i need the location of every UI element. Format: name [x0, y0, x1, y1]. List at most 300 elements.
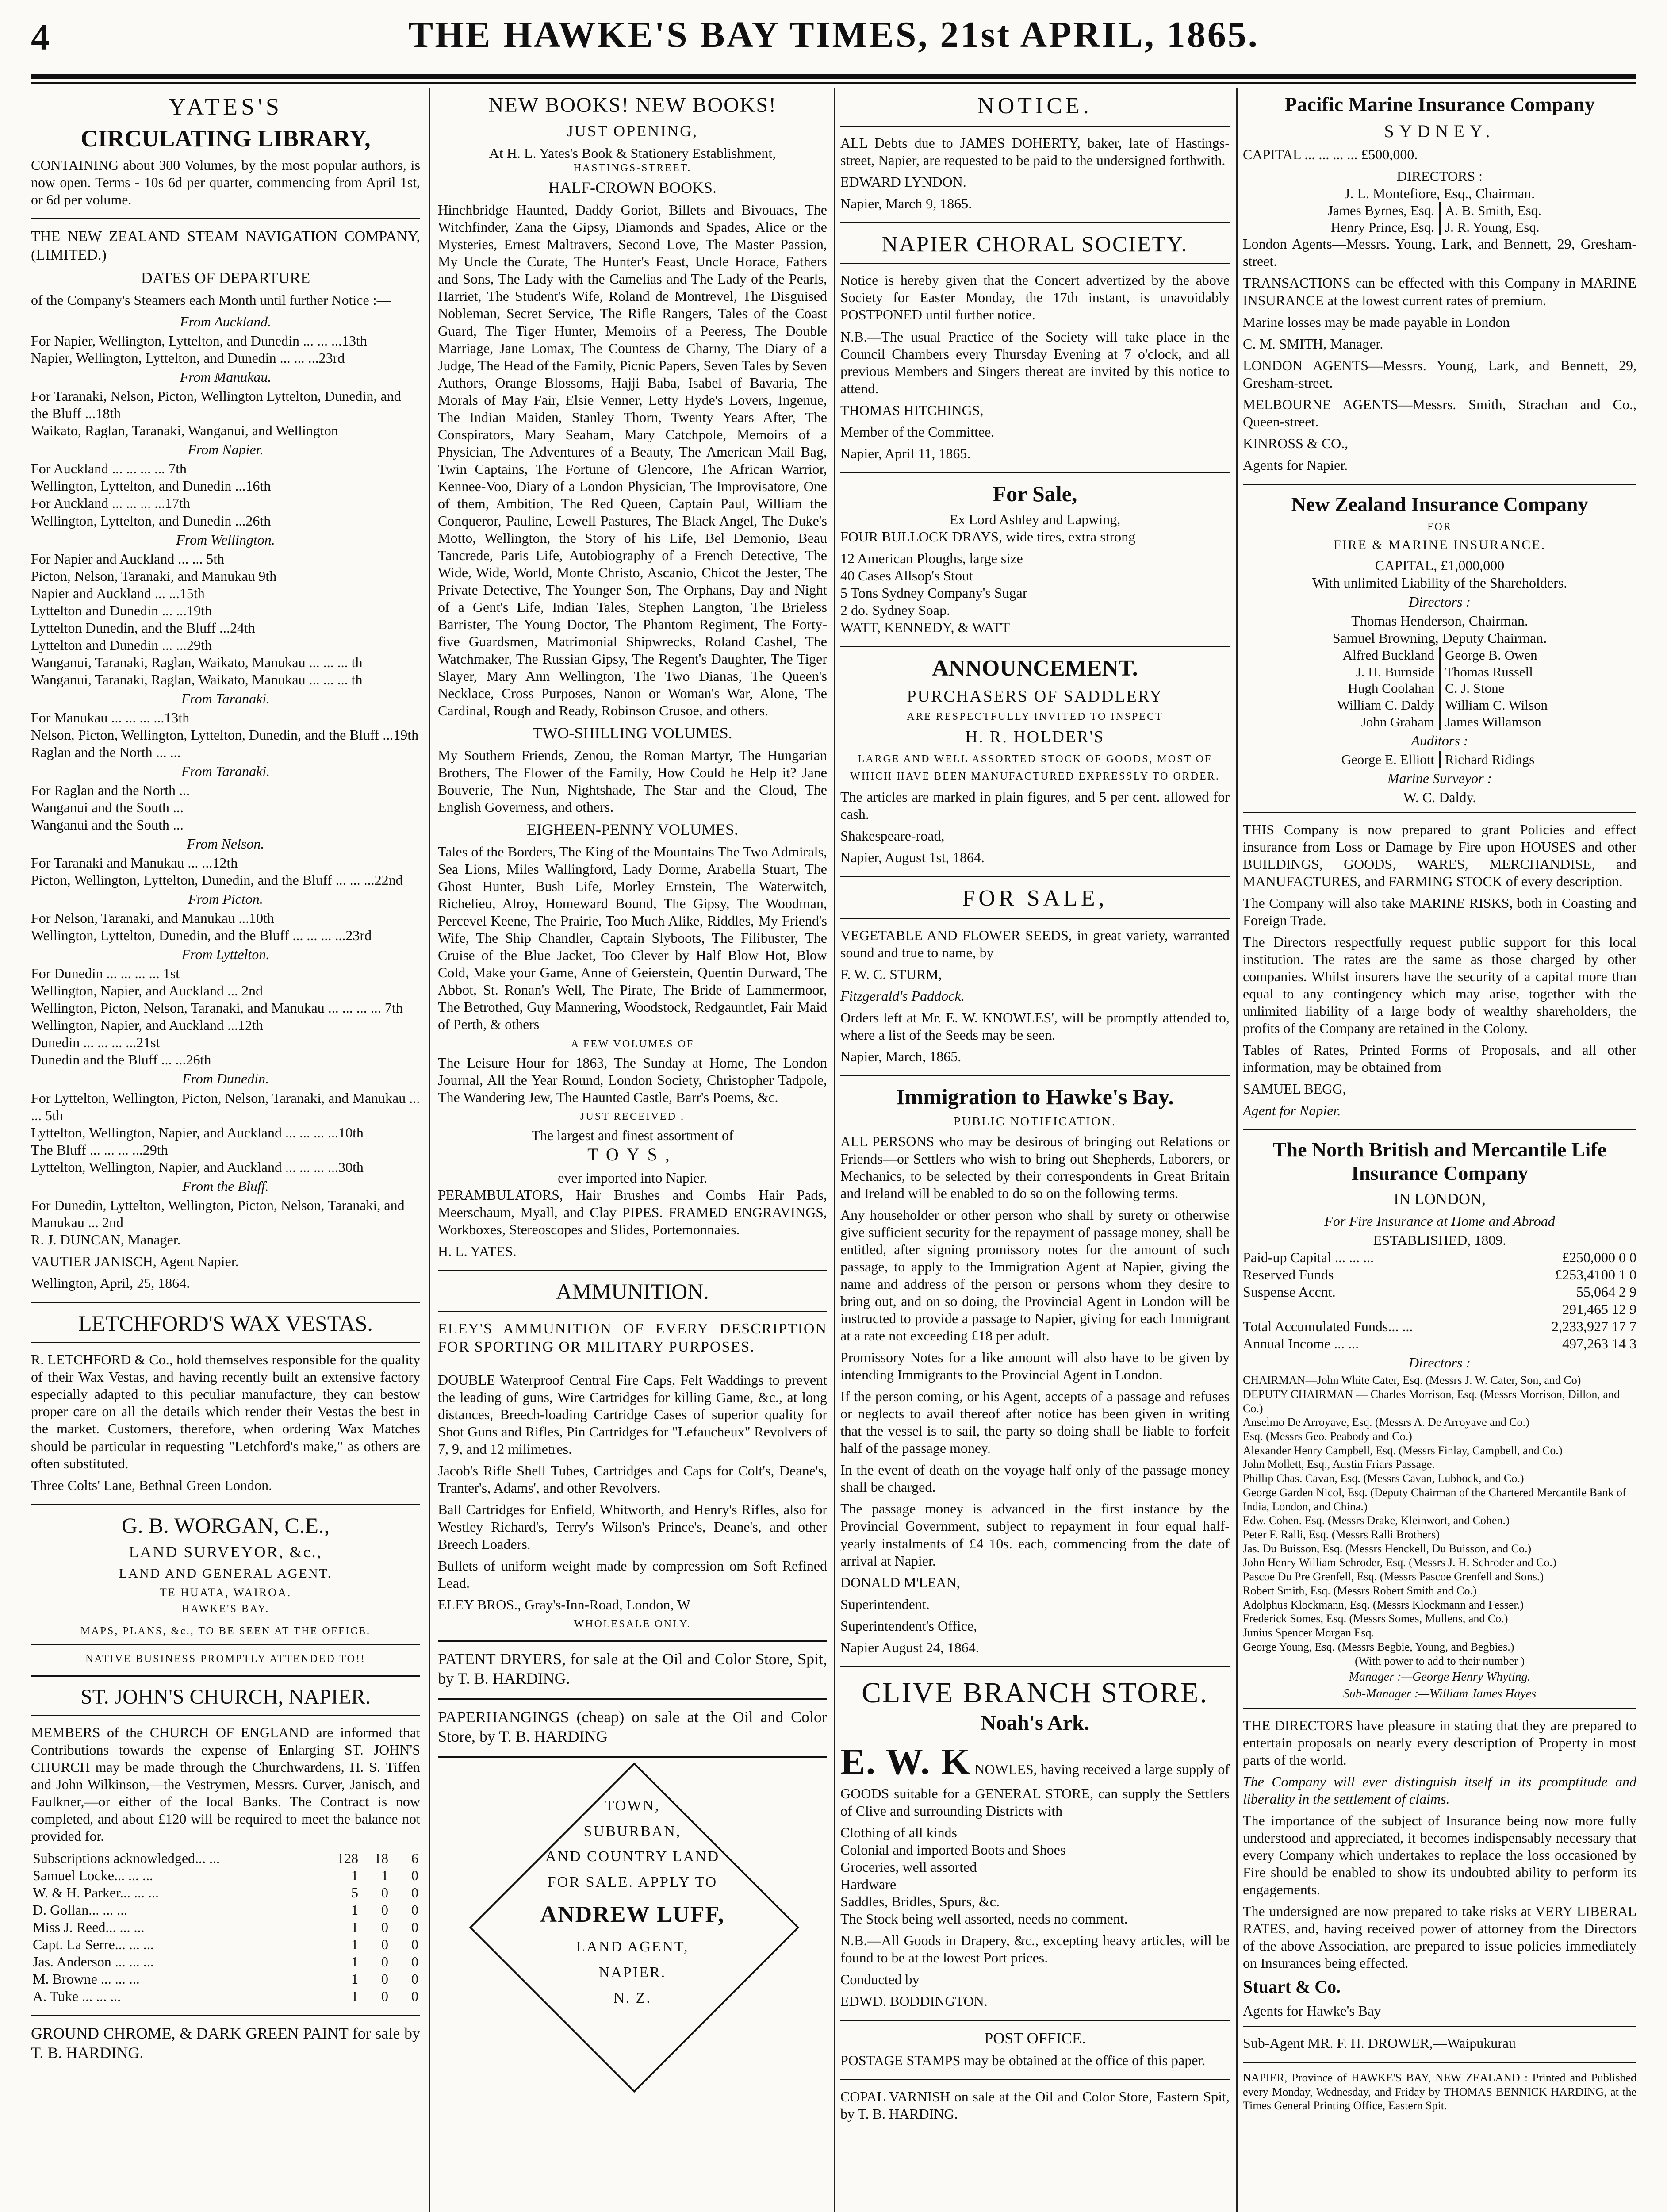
schedule-origin: From Taranaki. — [181, 763, 270, 779]
subscriber-name: Capt. La Serre... ... ... — [33, 1936, 154, 1952]
sub-agent: Sub-Agent MR. F. H. DROWER,—Waipukurau — [1243, 2035, 1516, 2051]
director: Phillip Chas. Cavan, Esq. (Messrs Cavan, Lubbock, and Co.) — [1243, 1472, 1524, 1485]
column-1 — [31, 93, 420, 2212]
table-row — [31, 1936, 420, 1953]
ad-sign: F. W. C. STURM, — [840, 966, 942, 982]
schedule-line: Wanganui and the South ... — [31, 817, 184, 833]
ad-line: NAPIER. — [598, 1964, 667, 1981]
book-list: Tales of the Borders, The King of the Mountains The Two Admirals, Sea Lions, Miles Wallingford, Lady Dorme, Arabella Stuart, The Ghost Hunter, Bush Life, Morley Ernstein, The Waterwitch, Richelieu, Alroy, Homeward Bound, The Gipsy, The Woodman, Percevel Keene, The Prairie, Too Much Alike, Riddles, My Friend's Wife, The Ship Chandler, Captain Slyboots, The Filibuster, The Cruise of the Blue Jacket, Too Clever by Half Blow Hot, Blow Cold, Make your Game, Anne of Geierstein, Quentin Durward, The Abbot, St. Ronan's Well, The Pirate, The Bride of Lammermoor, The Betrothed, Guy Mannering, Woodstock, Redgauntlet, Fair Maid of Perth, & others — [438, 844, 827, 1033]
worgan-ad — [31, 1513, 420, 1666]
ad-body: ALL Debts due to JAMES DOHERTY, baker, late of Hastings-street, Napier, are requested to be paid to the undersigned forthwith. — [840, 134, 1230, 168]
funds-value: 291,465 12 9 — [1562, 1301, 1636, 1317]
ad-line: FOR — [1427, 521, 1452, 533]
ad-line: AND COUNTRY LAND — [545, 1848, 720, 1865]
amount-shillings: 0 — [381, 1919, 388, 1935]
ad-line: HASTINGS-STREET. — [573, 162, 692, 174]
ad-sign: WATT, KENNEDY, & WATT — [840, 619, 1010, 636]
funds-row — [1243, 1301, 1636, 1318]
ad-lead: FOUR BULLOCK DRAYS, wide tires, extra strong — [840, 529, 1136, 545]
schedule-line: The Bluff ... ... ... ...29th — [31, 1141, 168, 1158]
ad-line: SYDNEY. — [1384, 121, 1495, 141]
director: Esq. (Messrs Geo. Peabody and Co.) — [1243, 1430, 1412, 1443]
director: George Young, Esq. (Messrs Begbie, Young, and Begbies.) — [1243, 1640, 1514, 1653]
ground-chrome-ad — [31, 2024, 420, 2063]
deputy-chairman: Samuel Browning, Deputy Chairman. — [1332, 630, 1547, 646]
schedule-line: For Napier, Wellington, Lyttelton, and Dunedin ... ... ...13th — [31, 333, 367, 349]
ad-date: Napier August 24, 1864. — [840, 1639, 979, 1655]
ad-subheading: JUST OPENING, — [567, 122, 698, 140]
chairman: Thomas Henderson, Chairman. — [1351, 612, 1528, 629]
masthead — [31, 13, 1636, 71]
table-row — [31, 1867, 420, 1884]
schedule-line: Lyttelton Dunedin, and the Bluff ...24th — [31, 619, 255, 636]
list-item: 40 Cases Allsop's Stout — [840, 568, 973, 584]
schedule-origin: From Auckland. — [180, 314, 272, 330]
ad-lead: NOWLES, having received a large supply of GOODS suitable for a GENERAL STORE, can supply the Settlers of Clive and surrounding Districts with — [840, 1761, 1230, 1819]
ad-address: Three Colts' Lane, Bethnal Green London. — [31, 1477, 272, 1493]
amount-shillings: 0 — [381, 1953, 388, 1970]
surveyor: W. C. Daldy. — [1403, 789, 1476, 805]
ad-sign: Agent for Napier. — [1243, 1102, 1341, 1119]
funds-table — [1243, 1249, 1636, 1301]
director: John Graham — [1360, 714, 1434, 730]
subscriber-name: Miss J. Reed... ... ... — [33, 1919, 145, 1935]
ad-body: COPAL VARNISH on sale at the Oil and Color Store, Eastern Spit, by T. B. HARDING. — [840, 2089, 1230, 2122]
ad-heading: NEW BOOKS! NEW BOOKS! — [488, 93, 777, 117]
ad-line: MAPS, PLANS, &c., TO BE SEEN AT THE OFFICE. — [80, 1625, 371, 1637]
director: Alexander Henry Campbell, Esq. (Messrs Finlay, Campbell, and Co.) — [1243, 1444, 1563, 1457]
director: Robert Smith, Esq. (Messrs Robert Smith and Co.) — [1243, 1584, 1477, 1597]
schedule-line: Wellington, Napier, and Auckland ... 2nd — [31, 983, 263, 999]
ad-subheading: Ex Lord Ashley and Lapwing, — [949, 511, 1121, 528]
ad-body: Marine losses may be made payable in London — [1243, 314, 1510, 330]
amount-shillings: 1 — [381, 1867, 388, 1883]
directors-list — [1243, 1373, 1636, 1654]
masthead-rule — [31, 74, 1636, 79]
subscriber-name: Subscriptions acknowledged... ... — [33, 1850, 220, 1866]
funds-value: 2,233,927 17 7 — [1552, 1318, 1636, 1335]
schedule-line: Napier and Auckland ... ...15th — [31, 585, 205, 601]
schedule-line: Lyttelton and Dunedin ... ...19th — [31, 602, 212, 618]
schedule-line: Wellington, Lyttelton, and Dunedin ...26th — [31, 512, 271, 529]
ad-body: The passage money is advanced in the first instance by the Provincial Government, subject to repayment in four equal half-yearly instalments of £4 10s. each, commencing from the date of arrival at Napier. — [840, 1501, 1230, 1569]
clive-branch-store-ad — [840, 1675, 1230, 2010]
ad-sign: H. L. YATES. — [438, 1243, 517, 1260]
ad-body: The Company will ever distinguish itself in its promptitude and liberality in the settlement of claims. — [1243, 1773, 1636, 1807]
amount-pounds: 1 — [351, 1970, 358, 1987]
ad-body: The articles are marked in plain figures, and 5 per cent. allowed for cash. — [840, 789, 1230, 822]
schedule-line: Dunedin and the Bluff ... ...26th — [31, 1052, 211, 1068]
ad-sign: EDWD. BODDINGTON. — [840, 1993, 988, 2009]
ad-heading: ST. JOHN'S CHURCH, NAPIER. — [80, 1685, 371, 1709]
directors-heading: DIRECTORS : — [1396, 168, 1483, 184]
section-heading: TWO-SHILLING VOLUMES. — [533, 724, 732, 742]
ad-body: PAPERHANGINGS (cheap) on sale at the Oil and Color Store, by T. B. HARDING — [438, 1708, 827, 1745]
ad-sign: Agents for Napier. — [1243, 457, 1348, 473]
book-list: The Leisure Hour for 1863, The Sunday at Home, The London Journal, All the Year Round, London Society, Christopher Tadpole, The Wandering Jew, The Haunted Castle, Barr's Poems, &c. — [438, 1054, 827, 1105]
schedule-line: Raglan and the North ... ... — [31, 744, 181, 760]
chairman: J. L. Montefiore, Esq., Chairman. — [1344, 185, 1535, 201]
directors-heading: Directors : — [1408, 593, 1471, 610]
column-2 — [438, 93, 827, 2212]
schedule-line: For Dunedin ... ... ... ... 1st — [31, 965, 180, 982]
schedule-line: Lyttelton, Wellington, Napier, and Auckland ... ... ... ...30th — [31, 1159, 364, 1175]
schedule-line: Wanganui, Taranaki, Raglan, Waikato, Manukau ... ... ... th — [31, 654, 363, 670]
ad-line: LONDON AGENTS—Messrs. Young, Lark, and Bennett, 29, Gresham-street. — [1243, 357, 1636, 391]
ad-body: Jacob's Rifle Shell Tubes, Cartridges and Caps for Colt's, Deane's, Tranter's, Adams', and other Revolvers. — [438, 1462, 827, 1496]
ad-heading: YATES'S — [169, 93, 283, 120]
ad-body: Ball Cartridges for Enfield, Whitworth, and Henry's Rifles, also for Westley Richard's, Terry's Wilson's Prince's, Deane's, and other Breech Loaders. — [438, 1501, 827, 1552]
ad-body: THE DIRECTORS have pleasure in stating that they are prepared to entertain proposals on nearly every description of Property in most parts of the world. — [1243, 1717, 1636, 1768]
schedule-line: For Auckland ... ... ... ... 7th — [31, 461, 187, 477]
ad-heading: Pacific Marine Insurance Company — [1284, 93, 1595, 115]
ad-heading: NAPIER CHORAL SOCIETY. — [881, 231, 1188, 256]
section-heading: EIGHEEN-PENNY VOLUMES. — [527, 821, 738, 839]
ad-line: LARGE AND WELL ASSORTED STOCK OF GOODS, MOST OF WHICH HAVE BEEN MANUFACTURED EXPRESSLY TO ORDER. — [850, 753, 1220, 782]
list-item: Saddles, Bridles, Spurs, &c. — [840, 1893, 1000, 1910]
ad-body: PATENT DRYERS, for sale at the Oil and Color Store, Spit, by T. B. HARDING. — [438, 1650, 827, 1688]
director: John Henry William Schroder, Esq. (Messrs J. H. Schroder and Co.) — [1243, 1556, 1556, 1569]
ad-date: Napier, March, 1865. — [840, 1048, 962, 1065]
schedule-line: Wanganui and the South ... — [31, 799, 184, 815]
andrew-luff-ad — [438, 1767, 827, 2085]
funds-row — [1243, 1318, 1636, 1335]
ad-line: FIRE & MARINE INSURANCE. — [1333, 537, 1546, 552]
subscriptions-table — [31, 1850, 420, 2005]
ammunition-ad — [438, 1279, 827, 1631]
director: Hugh Coolahan — [1348, 680, 1434, 696]
schedule-line: Picton, Wellington, Lyttelton, Dunedin, and the Bluff ... ... ...22nd — [31, 872, 403, 888]
director: DEPUTY CHAIRMAN — Charles Morrison, Esq. (Messrs Morrison, Dillon, and Co.) — [1243, 1387, 1620, 1415]
schedule-line: For Napier and Auckland ... ... 5th — [31, 550, 225, 567]
ad-lead: ELEY'S AMMUNITION OF EVERY DESCRIPTION FOR SPORTING OR MILITARY PURPOSES. — [438, 1320, 827, 1356]
subscriber-name: W. & H. Parker... ... ... — [33, 1884, 159, 1901]
amount-shillings: 0 — [381, 1884, 388, 1901]
book-list: Hinchbridge Haunted, Daddy Goriot, Billets and Bivouacs, The Witchfinder, Zana the Gipsy, Diamonds and Spades, Alice or the Mysteries, Ernest Maltravers, Second Love, The Master Passion, My Uncle the Curate, The Hunter's Feast, Uncle Horace, Fathers and Sons, The Lady with the Camelias and The Lady of the Pearls, Harriet, The Student's Wife, Roland de Montrevel, The Disguised Nobleman, Secret Service, The Rifle Rangers, Tales of the Coast Guard, The Tiger Hunter, Memoirs of a Peeress, The Double Marriage, Jane Lomax, The Countess de Charny, The Diary of a Judge, The Head of the Family, Picnic Papers, Seven Tales by Seven Authors, Orange Blossoms, Hajji Baba, Isabel of Bavaria, The Morals of May Fair, Elsie Venner, Letty Hyde's Lovers, Ingenue, The Indian Maiden, Stanley Thorn, Twenty Years After, The Conspirators, Mary Seaham, Mary Catchpole, Memoirs of a Physician, The Adventures of a Beauty, The American Mail Bag, Twin Captains, The Fortune of Glencore, The African Warrior, Kennee-Voo, Diary of a London Physician, The Improvisatore, One of them, Ambition, The Red Queen, Captain Paul, William the Conqueror, Pauline, Lewell Pastures, The Black Angel, The Duke's Motto, Wellington, the Story of his Life, Bel Demonio, Beau Tancrede, Paris Life, Autobiography of a French Detective, The Wide, Wide, World, Monte Christo, Ascanio, Chicot the Jester, The Private Detective, The Younger Son, The Orphans, Day and Night of a Gent's Life, Indian Tales, Stephen Langton, The Brieless Barrister, The Young Doctor, The Phantom Regiment, The Forty-five Guardsmen, Matrimonial Shipwrecks, Roland Cashel, The Watchmaker, The Russian Gipsy, The Regent's Daughter, The Tiger Slayer, Mary Ann Wellington, The Two Dianas, The Queen's Necklace, Cross Purposes, Nanon or Woman's War, Alone, The Cardinal, Rough and Ready, Robinson Crusoe, and others. — [438, 202, 827, 719]
imprint-text: NAPIER, Province of HAWKE'S BAY, NEW ZEALAND : Printed and Published every Monday, Wednesday, and Friday by THOMAS BENNICK HARDING, at the Times General Printing Office, Eastern Spit. — [1243, 2071, 1636, 2112]
amount-pounds: 1 — [351, 1988, 358, 2004]
table-row — [31, 1919, 420, 1936]
schedule-origin: From Dunedin. — [182, 1071, 269, 1087]
ad-subheading: PUBLIC NOTIFICATION. — [954, 1114, 1116, 1129]
amount-pence: 0 — [411, 1970, 418, 1987]
ad-body: The Company will also take MARINE RISKS, both in Coasting and Foreign Trade. — [1243, 895, 1636, 928]
schedule-line: Wellington, Lyttelton, and Dunedin ...16th — [31, 478, 271, 494]
list-item: 5 Tons Sydney Company's Sugar — [840, 585, 1027, 601]
schedule-origin: From Wellington. — [176, 531, 275, 548]
amount-pounds: 1 — [351, 1901, 358, 1918]
notice-ad — [840, 93, 1230, 212]
funds-totals — [1243, 1301, 1636, 1352]
ad-body: N.B.—All Goods in Drapery, &c., excepting heavy articles, will be found to be at the lowest Port prices. — [840, 1932, 1230, 1966]
ad-subheading: DATES OF DEPARTURE — [141, 269, 310, 287]
ad-sign: Member of the Committee. — [840, 423, 995, 440]
director: George B. Owen — [1445, 647, 1537, 663]
ad-sign: SAMUEL BEGG, — [1243, 1081, 1346, 1097]
printer-imprint — [1243, 2071, 1636, 2113]
copal-varnish-ad — [840, 2088, 1230, 2123]
amount-pence: 0 — [411, 1936, 418, 1952]
director: Junius Spencer Morgan Esq. — [1243, 1626, 1375, 1640]
table-row — [31, 1850, 420, 1867]
store-items — [840, 1824, 1230, 1910]
ad-body: Promissory Notes for a like amount will also have to be given by intending Immigrants to the Provincial Agent in London. — [840, 1349, 1230, 1383]
ad-heading: The North British and Mercantile Life Insurance Company — [1272, 1138, 1607, 1185]
ad-sign: Stuart & Co. — [1243, 1976, 1341, 1997]
ad-line: WHOLESALE ONLY. — [574, 1618, 691, 1630]
schedule-line: Picton, Nelson, Taranaki, and Manukau 9th — [31, 568, 277, 584]
schedule-origin: From the Bluff. — [182, 1178, 269, 1194]
ad-line: London Agents—Messrs. Young, Lark, and Bennett, 29, Gresham-street. — [1243, 236, 1636, 269]
column-divider — [1236, 88, 1238, 2212]
schedule-line: For Auckland ... ... ... ...17th — [31, 495, 190, 511]
schedule-line: Dunedin ... ... ... ...21st — [31, 1034, 160, 1051]
ad-line: N. Z. — [613, 1990, 651, 2007]
subscriber-name: Samuel Locke... ... ... — [33, 1867, 153, 1883]
amount-shillings: 0 — [381, 1970, 388, 1987]
ad-subtext: of the Company's Steamers each Month until further Notice :— — [31, 292, 391, 308]
director: Thomas Russell — [1445, 664, 1533, 680]
ad-sign: EDWARD LYNDON. — [840, 173, 966, 190]
section-heading: JUST RECEIVED , — [580, 1110, 685, 1122]
ad-address: Superintendent's Office, — [840, 1617, 977, 1634]
director: C. J. Stone — [1445, 680, 1505, 696]
ad-body: Orders left at Mr. E. W. KNOWLES', will be promptly attended to, where a list of the Seeds may be seen. — [840, 1010, 1230, 1043]
directors-list — [1243, 647, 1636, 730]
schedule-origin: From Lyttelton. — [181, 946, 270, 963]
amount-pounds: 5 — [351, 1884, 358, 1901]
ad-body: MEMBERS of the CHURCH OF ENGLAND are informed that Contributions towards the expense of Enlarging ST. JOHN'S CHURCH may be made through the Churchwardens, H. S. Tiffen and John Wilkinson,—the Vestrymen, Messrs. Curver, Janisch, and Faulkner,—or either of the local Banks. The Contract is now completed, and about £120 will be required to meet the balance not provided for. — [31, 1724, 420, 1844]
list-item: Hardware — [840, 1876, 897, 1893]
director: James Willamson — [1445, 714, 1541, 730]
masthead-rule-thin — [31, 82, 1636, 84]
ad-body: N.B.—The usual Practice of the Society will take place in the Council Chambers every Thursday Evening at 7 o'clock, and all previous Members and Singers thereat are invited by this notice to attend. — [840, 328, 1230, 396]
schedule-line: Wanganui, Taranaki, Raglan, Waikato, Manukau ... ... ... th — [31, 671, 363, 687]
schedule-line: Napier, Wellington, Lyttelton, and Dunedin ... ... ...23rd — [31, 350, 345, 366]
amount-pounds: 1 — [351, 1919, 358, 1935]
schedule-line: Nelson, Picton, Wellington, Lyttelton, Dunedin, and the Bluff ...19th — [31, 726, 419, 743]
schedule-origin: From Taranaki. — [181, 690, 270, 707]
ad-line: IN LONDON, — [1394, 1190, 1486, 1208]
column-divider — [429, 88, 430, 2212]
ad-line: TOWN, — [605, 1797, 660, 1814]
director: John Mollett, Esq., Austin Friars Passage. — [1243, 1458, 1435, 1471]
ad-body: The Stock being well assorted, needs no comment. — [840, 1911, 1128, 1927]
funds-value: £250,000 0 0 — [1562, 1249, 1636, 1265]
pacific-marine-ad — [1243, 93, 1636, 474]
column-4 — [1243, 93, 1636, 2212]
subscriber-name: Jas. Anderson ... ... ... — [33, 1953, 154, 1970]
ad-initials: E. W. K — [840, 1741, 971, 1783]
ad-line: SUBURBAN, — [583, 1823, 682, 1839]
director: Edw. Cohen. Esq. (Messrs Drake, Kleinwort, and Cohen.) — [1243, 1514, 1510, 1527]
director: George Garden Nicol, Esq. (Deputy Chairman of the Chartered Mercantile Bank of India, London, and China.) — [1243, 1486, 1626, 1513]
list-item: 2 do. Sydney Soap. — [840, 602, 950, 618]
amount-shillings: 18 — [374, 1850, 388, 1866]
table-row — [31, 1970, 420, 1988]
ad-line: Conducted by — [840, 1971, 920, 1988]
ad-line: At H. L. Yates's Book & Stationery Establishment, — [489, 145, 776, 161]
for-sale-drays-ad — [840, 481, 1230, 637]
director: J. H. Burnside — [1356, 664, 1434, 680]
ad-heading: AMMUNITION. — [556, 1279, 709, 1304]
ad-body: Notice is hereby given that the Concert advertized by the above Society for Easter Monday, the 17th instant, is unavoidably POSTPONED until further notice. — [840, 272, 1230, 323]
list-item: Clothing of all kinds — [840, 1824, 957, 1840]
ad-heading: FOR SALE, — [962, 886, 1108, 911]
ad-body: R. LETCHFORD & Co., hold themselves responsible for the quality of their Wax Vestas, and having recently built an extensive factory especially adapted to this peculiar manufacture, they can bestow proper care on all the details which render their Vestas the best in the market. Customers, therefore, when ordering Wax Matches should be particular in requesting "Letchford's make," as others are often substituted. — [31, 1352, 420, 1471]
ad-body: Tables of Rates, Printed Forms of Proposals, and all other information, may be obtained from — [1243, 1042, 1636, 1075]
ad-line: H. R. HOLDER'S — [965, 727, 1105, 746]
manager-sign: R. J. DUNCAN, Manager. — [31, 1231, 181, 1248]
director: William C. Daldy — [1337, 697, 1434, 713]
ad-body: CONTAINING about 300 Volumes, by the most popular authors, is now open. Terms - 10s 6d per quarter, commencing from April 1st, or 6d per volume. — [31, 157, 420, 208]
table-row — [31, 1884, 420, 1901]
director: J. R. Young, Esq. — [1445, 219, 1540, 235]
ad-body: The undersigned are now prepared to take risks at VERY LIBERAL RATES, and, having received power of attorney from the Directors of the above Association, are prepared to issue policies immediately on Insurances being effected. — [1243, 1903, 1636, 1971]
ad-line: ARE RESPECTFULLY INVITED TO INSPECT — [907, 710, 1163, 722]
schedule-line: Waikato, Raglan, Taranaki, Wanganui, and Wellington — [31, 422, 338, 439]
ad-date: Napier, March 9, 1865. — [840, 195, 972, 211]
immigration-ad — [840, 1084, 1230, 1656]
ad-sign: C. M. SMITH, Manager. — [1243, 335, 1383, 352]
north-british-ad — [1243, 1138, 1636, 2052]
funds-label: Reserved Funds — [1243, 1266, 1334, 1283]
directors-list — [1243, 202, 1636, 236]
amount-pounds: 1 — [351, 1953, 358, 1970]
announcement-ad — [840, 655, 1230, 866]
amount-shillings: 0 — [381, 1936, 388, 1952]
ad-heading: NOTICE. — [977, 93, 1092, 119]
ad-line: For Fire Insurance at Home and Abroad — [1324, 1213, 1555, 1229]
sale-items — [840, 550, 1230, 619]
letchford-ad — [31, 1311, 420, 1494]
funds-row — [1243, 1249, 1636, 1266]
schedule-origin: From Manukau. — [180, 369, 272, 385]
schedule-line: For Nelson, Taranaki, and Manukau ...10th — [31, 910, 274, 926]
ad-body: PERAMBULATORS, Hair Brushes and Combs Hair Pads, Meerschaum, Myall, and Clay PIPES. FRAMED ENGRAVINGS, Workboxes, Stereoscopes and Slides, Portemonnaies. — [438, 1187, 827, 1238]
ad-sign: Superintendent. — [840, 1596, 930, 1612]
amount-shillings: 0 — [381, 1901, 388, 1918]
ad-line: HAWKE'S BAY. — [181, 1603, 270, 1615]
ad-body: THIS Company is now prepared to grant Policies and effect insurance from Loss or Damage by Fire upon HOUSES and other BUILDINGS, GOODS, WARES, MERCHANDISE, and MANUFACTURES, and FARMING STOCK of every description. — [1243, 821, 1636, 889]
director: Jas. Du Buisson, Esq. (Messrs Henckell, Du Buisson, and Co.) — [1243, 1542, 1532, 1555]
ad-date: Napier, April 11, 1865. — [840, 445, 971, 461]
section-heading: A FEW VOLUMES OF — [571, 1038, 694, 1050]
ad-sign: Agents for Hawke's Bay — [1243, 2002, 1381, 2019]
director: Adolphus Klockmann, Esq. (Messrs Klockmann and Fesser.) — [1243, 1598, 1524, 1611]
ad-line: PURCHASERS OF SADDLERY — [907, 687, 1163, 706]
director: Alfred Buckland — [1342, 647, 1434, 663]
amount-pounds: 1 — [351, 1867, 358, 1883]
director: Anselmo De Arroyave, Esq. (Messrs A. De Arroyave and Co.) — [1243, 1416, 1529, 1429]
ad-body: If the person coming, or his Agent, accepts of a passage and refuses or neglects to avail thereof after notice has been given in writing that the vessel is to sail, the party so doing shall be liable to forfeit half of the passage money. — [840, 1388, 1230, 1456]
ad-heading: ANNOUNCEMENT. — [932, 656, 1138, 681]
schedule-line: For Manukau ... ... ... ...13th — [31, 709, 190, 726]
ad-intro: THE NEW ZEALAND STEAM NAVIGATION COMPANY, (LIMITED.) — [31, 228, 420, 263]
ad-body: ALL PERSONS who may be desirous of bringing out Relations or Friends—or Settlers who wish to bring out Shepherds, Laborers, or Mechanics, to be selected by their correspondents in Great Britain and Ireland will be enabled to do so on the following terms. — [840, 1133, 1230, 1201]
newspaper-title: THE HAWKE'S BAY TIMES, 21st APRIL, 1865. — [408, 14, 1259, 55]
ad-body: Bullets of uniform weight made by compression om Soft Refined Lead. — [438, 1557, 827, 1591]
ad-body: GROUND CHROME, & DARK GREEN PAINT for sale by T. B. HARDING. — [31, 2024, 420, 2062]
director: Peter F. Ralli, Esq. (Messrs Ralli Brothers) — [1243, 1528, 1440, 1541]
funds-label: Total Accumulated Funds... ... — [1243, 1318, 1413, 1335]
amount-pence: 0 — [411, 1901, 418, 1918]
director: CHAIRMAN—John White Cater, Esq. (Messrs J. W. Cater, Son, and Co) — [1243, 1374, 1581, 1387]
ad-line: LAND AGENT, — [576, 1939, 689, 1955]
amount-pence: 0 — [411, 1919, 418, 1935]
auditors-list — [1243, 751, 1636, 768]
ad-heading: For Sale, — [993, 481, 1077, 506]
list-item: Colonial and imported Boots and Shoes — [840, 1841, 1066, 1858]
schedule-line: Wellington, Napier, and Auckland ...12th — [31, 1017, 263, 1033]
amount-pounds: 128 — [337, 1850, 358, 1866]
section-heading: HALF-CROWN BOOKS. — [548, 179, 717, 197]
auditor: George E. Elliott — [1341, 751, 1434, 767]
amount-pence: 0 — [411, 1884, 418, 1901]
ad-line: TOYS, — [587, 1144, 678, 1165]
amount-pence: 6 — [411, 1850, 418, 1866]
funds-row — [1243, 1283, 1636, 1301]
director: Pascoe Du Pre Grenfell, Esq. (Messrs Pascoe Grenfell and Sons.) — [1243, 1570, 1544, 1583]
auditor: Richard Ridings — [1445, 751, 1535, 767]
schedule-origin: From Picton. — [188, 891, 263, 907]
schedule-line: Lyttelton and Dunedin ... ...29th — [31, 637, 212, 653]
director: James Byrnes, Esq. — [1327, 202, 1434, 218]
book-list: My Southern Friends, Zenou, the Roman Martyr, The Hungarian Brothers, The Flower of the Family, How Could he Help it? Jane Bouverie, The Nun, Nightshade, The Star and the Cloud, The English Governess, and others. — [438, 747, 827, 815]
amount-pounds: 1 — [351, 1936, 358, 1952]
ad-line: LAND SURVEYOR, &c., — [129, 1543, 322, 1561]
schedule-line: For Taranaki and Manukau ... ...12th — [31, 855, 238, 871]
funds-label: Annual Income ... ... — [1243, 1336, 1359, 1352]
ad-line: With unlimited Liability of the Shareholders. — [1312, 574, 1567, 591]
ad-body: DOUBLE Waterproof Central Fire Caps, Felt Waddings to prevent the leading of guns, Wire Cartridges for killing Game, &c., at long distances, Breech-loading Cartridge Cases of superior quality for Shot Guns and Rifles, Pin Cartridges for "Lefaucheux" Revolvers of 7, 9, and 12 milimetres. — [438, 1371, 827, 1457]
ad-heading: LETCHFORD'S WAX VESTAS. — [78, 1310, 373, 1336]
funds-value: £253,4100 1 0 — [1555, 1266, 1636, 1283]
steam-navigation-ad — [31, 227, 420, 1292]
schedule-origin: From Napier. — [188, 442, 264, 458]
schedule-origin: From Nelson. — [187, 836, 264, 852]
ad-line: NATIVE BUSINESS PROMPTLY ATTENDED TO!! — [85, 1653, 366, 1665]
manager: Manager :—George Henry Whyting. — [1349, 1670, 1531, 1684]
ad-line: The largest and finest assortment of — [531, 1127, 734, 1144]
table-row — [31, 1901, 420, 1919]
column-3 — [840, 93, 1230, 2212]
schedule-line: For Raglan and the North ... — [31, 782, 190, 798]
schedule-line: For Lyttelton, Wellington, Picton, Nelson, Taranaki, and Manukau ... ... 5th — [31, 1090, 420, 1123]
table-row — [31, 1953, 420, 1970]
ad-line: ESTABLISHED, 1809. — [1373, 1232, 1506, 1248]
paperhangings-ad — [438, 1708, 827, 1747]
ad-body: The Directors respectfully request public support for this local institution. The rates are the same as those charged by other companies. Whilst insurers have the security of a capital more than equal to any contingency which may arise, together with the unlimited liability of a large body of wealthy shareholders, the profits of the Company are retained in the Colony. — [1243, 933, 1636, 1036]
ad-heading: CLIVE BRANCH STORE. — [862, 1676, 1208, 1709]
ad-line: ever imported into Napier. — [558, 1169, 707, 1186]
funds-row — [1243, 1266, 1636, 1283]
agent-sign: VAUTIER JANISCH, Agent Napier. — [31, 1253, 239, 1269]
funds-label: Suspense Accnt. — [1243, 1283, 1336, 1300]
ad-body: POSTAGE STAMPS may be obtained at the office of this paper. — [840, 2052, 1206, 2069]
ad-sign: DONALD M'LEAN, — [840, 1574, 960, 1590]
subscriber-name: D. Gollan... ... ... — [33, 1901, 128, 1918]
director: Henry Prince, Esq. — [1330, 219, 1434, 235]
ad-date: Napier, August 1st, 1864. — [840, 849, 985, 866]
director: William C. Wilson — [1445, 697, 1548, 713]
ad-line: TE HUATA, WAIROA. — [159, 1586, 292, 1599]
auditors-heading: Auditors : — [1411, 732, 1468, 749]
funds-value: 497,263 14 3 — [1562, 1336, 1636, 1352]
ad-address: ELEY BROS., Gray's-Inn-Road, London, W — [438, 1596, 691, 1613]
ad-line: FOR SALE. APPLY TO — [547, 1874, 718, 1891]
ad-heading: G. B. WORGAN, C.E., — [122, 1513, 330, 1538]
